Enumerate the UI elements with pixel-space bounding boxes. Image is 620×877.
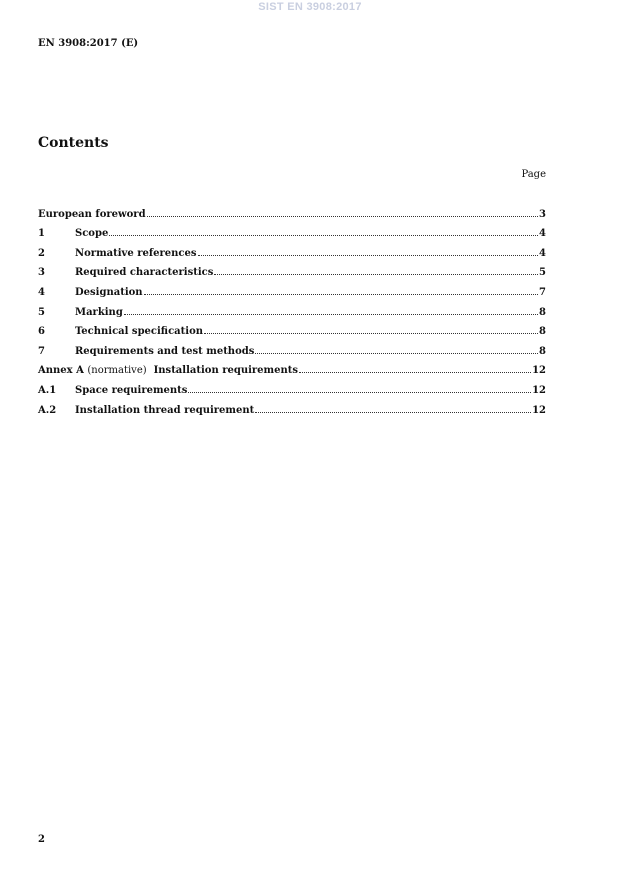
toc-entry-number: 5 [38, 306, 45, 318]
toc-entry[interactable] [38, 200, 546, 220]
watermark: SIST EN 3908:2017 [258, 1, 362, 13]
toc-entry-title [75, 287, 143, 298]
toc-dot-leader [188, 392, 531, 393]
toc-entry-subtitle: Installation requirements [153, 365, 298, 377]
toc-entry-number: 2 [38, 247, 45, 259]
toc-entry-title [75, 228, 108, 239]
toc-entry-number: 7 [38, 345, 45, 357]
toc-dot-leader [144, 294, 538, 295]
page-column-label: Page [521, 169, 546, 180]
toc-dot-leader [214, 274, 538, 275]
toc-entry-title-text: Requirements and test methods [75, 345, 255, 357]
toc-entry-page: 8 [539, 345, 546, 357]
toc-entry[interactable] [38, 357, 546, 377]
toc-entry-title-text: Required characteristics [75, 267, 214, 279]
toc-entry-number: A.2 [38, 404, 57, 416]
toc-entry-page: 4 [539, 228, 546, 240]
toc-entry[interactable] [38, 376, 546, 396]
toc-entry-title-text: Scope [75, 228, 109, 240]
toc-entry[interactable] [38, 318, 546, 338]
toc-entry-title [75, 307, 123, 318]
toc-entry-title [75, 346, 254, 357]
toc-entry-title-text: Space requirements [75, 384, 188, 396]
toc-entry-page: 8 [539, 306, 546, 318]
toc-entry[interactable] [38, 278, 546, 298]
page-number: 2 [38, 834, 45, 845]
table-of-contents [38, 200, 546, 416]
toc-dot-leader [204, 333, 538, 334]
toc-entry-number: A.1 [38, 384, 57, 396]
toc-dot-leader [255, 353, 538, 354]
contents-title: Contents [38, 135, 109, 151]
toc-entry[interactable] [38, 259, 546, 279]
toc-entry-title [38, 209, 146, 220]
toc-entry-number: 1 [38, 228, 45, 240]
toc-entry-number: 3 [38, 267, 45, 279]
toc-entry[interactable] [38, 396, 546, 416]
toc-dot-leader [124, 314, 538, 315]
toc-entry-title-text: Marking [75, 306, 123, 318]
toc-entry-number: 4 [38, 286, 45, 298]
toc-entry-title [75, 267, 213, 278]
toc-entry-title-text: Installation thread requirement [75, 404, 255, 416]
toc-entry-title [38, 365, 298, 376]
toc-entry-page: 3 [539, 208, 546, 220]
toc-entry[interactable] [38, 337, 546, 357]
toc-entry-title [75, 385, 187, 396]
toc-entry-title-text: European foreword [38, 208, 146, 220]
toc-entry-page: 7 [539, 286, 546, 298]
toc-entry-number: 6 [38, 326, 45, 338]
toc-entry[interactable] [38, 239, 546, 259]
toc-entry-title [75, 405, 254, 416]
toc-entry-page: 8 [539, 326, 546, 338]
toc-dot-leader [198, 255, 539, 256]
toc-entry[interactable] [38, 220, 546, 240]
toc-entry-page: 5 [539, 267, 546, 279]
toc-entry-title-text: Designation [75, 286, 143, 298]
toc-entry-title-text: Technical specification [75, 326, 204, 338]
toc-entry-page: 12 [532, 404, 546, 416]
toc-entry-title [75, 326, 203, 337]
toc-dot-leader [255, 412, 531, 413]
toc-entry[interactable] [38, 298, 546, 318]
toc-entry-title-text: Normative references [75, 247, 197, 259]
toc-entry-title-text: Annex A [38, 365, 84, 377]
toc-dot-leader [109, 235, 538, 236]
toc-entry-title [75, 248, 197, 259]
toc-entry-page: 4 [539, 247, 546, 259]
toc-dot-leader [147, 216, 538, 217]
toc-entry-qualifier: (normative) [87, 365, 147, 377]
toc-dot-leader [299, 372, 531, 373]
toc-entry-page: 12 [532, 384, 546, 396]
toc-entry-page: 12 [532, 365, 546, 377]
document-header: EN 3908:2017 (E) [38, 38, 139, 49]
